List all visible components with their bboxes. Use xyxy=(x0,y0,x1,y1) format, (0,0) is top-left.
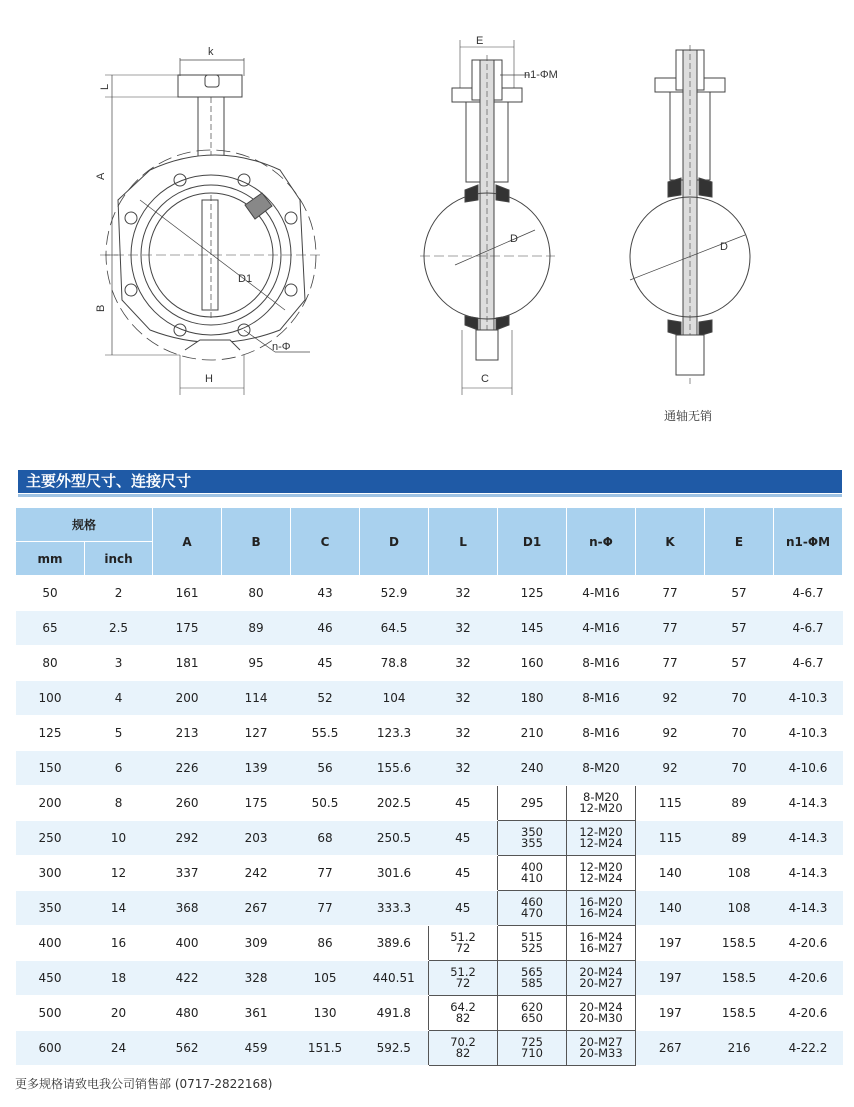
cell-n-phi xyxy=(567,786,636,821)
cell-value: 20-M24 xyxy=(579,965,623,979)
cell-B: 139 xyxy=(222,751,291,786)
cell-value: 350 xyxy=(521,825,543,839)
cell-value: 8-M20 xyxy=(582,761,620,775)
cell-D: 155.6 xyxy=(360,751,429,786)
cell-D1 xyxy=(498,716,567,751)
cell-D1 xyxy=(498,926,567,961)
cell-n-phi xyxy=(567,576,636,611)
header-a: A xyxy=(153,508,222,576)
header-n-phi: n-Φ xyxy=(567,508,636,576)
cell-value: 82 xyxy=(455,1011,471,1025)
cell-inch: 16 xyxy=(85,926,153,961)
cell-E: 216 xyxy=(705,1031,774,1066)
cell-C: 77 xyxy=(291,856,360,891)
footer-note: 更多规格请致电我公司销售部 (0717-2822168) xyxy=(15,1077,273,1091)
label-a: A xyxy=(95,172,107,180)
cell-mm: 350 xyxy=(16,891,85,926)
cell-E: 70 xyxy=(705,716,774,751)
cell-L xyxy=(429,716,498,751)
cell-D: 491.8 xyxy=(360,996,429,1031)
front-view xyxy=(95,46,320,395)
cell-E: 158.5 xyxy=(705,926,774,961)
cell-value: 12-M20 xyxy=(579,801,623,815)
cell-mm: 250 xyxy=(16,821,85,856)
cell-L xyxy=(429,611,498,646)
cell-A: 260 xyxy=(153,786,222,821)
cell-value: 51.2 xyxy=(450,930,476,944)
cell-value: 20-M33 xyxy=(579,1046,623,1060)
caption-through-shaft: 通轴无销 xyxy=(663,409,712,423)
table-row xyxy=(16,646,843,681)
header-e: E xyxy=(705,508,774,576)
cell-value: 32 xyxy=(455,656,471,670)
cell-L xyxy=(429,961,498,996)
cell-n1-phim: 4-6.7 xyxy=(774,646,843,681)
cell-mm: 600 xyxy=(16,1031,85,1066)
cell-n1-phim: 4-10.6 xyxy=(774,751,843,786)
cell-C: 151.5 xyxy=(291,1031,360,1066)
cell-mm: 450 xyxy=(16,961,85,996)
cell-E: 158.5 xyxy=(705,996,774,1031)
cell-value: 45 xyxy=(455,831,471,845)
cell-B: 203 xyxy=(222,821,291,856)
cell-A: 292 xyxy=(153,821,222,856)
cell-E: 158.5 xyxy=(705,961,774,996)
cell-A: 480 xyxy=(153,996,222,1031)
label-e: E xyxy=(476,35,484,47)
cell-mm: 50 xyxy=(16,576,85,611)
cell-E: 108 xyxy=(705,856,774,891)
cell-E: 89 xyxy=(705,821,774,856)
cell-n-phi xyxy=(567,611,636,646)
cell-value: 8-M16 xyxy=(582,726,620,740)
cell-mm: 500 xyxy=(16,996,85,1031)
cell-K: 92 xyxy=(636,681,705,716)
cell-A: 368 xyxy=(153,891,222,926)
cell-n1-phim: 4-6.7 xyxy=(774,611,843,646)
cell-inch: 20 xyxy=(85,996,153,1031)
cell-K: 77 xyxy=(636,611,705,646)
cell-value: 16-M20 xyxy=(579,895,623,909)
cell-value: 4-M16 xyxy=(582,586,620,600)
cell-n-phi xyxy=(567,926,636,961)
cell-C: 130 xyxy=(291,996,360,1031)
header-row-1 xyxy=(16,508,843,542)
cell-E: 89 xyxy=(705,786,774,821)
cell-K: 77 xyxy=(636,646,705,681)
cell-value: 20-M30 xyxy=(579,1011,623,1025)
cell-K: 77 xyxy=(636,576,705,611)
cell-value: 160 xyxy=(520,656,544,670)
cell-inch: 14 xyxy=(85,891,153,926)
cell-value: 32 xyxy=(455,691,471,705)
table-row xyxy=(16,611,843,646)
cell-A: 161 xyxy=(153,576,222,611)
cell-D1 xyxy=(498,646,567,681)
label-n1-phim: n1-ΦM xyxy=(524,69,558,81)
cell-mm: 150 xyxy=(16,751,85,786)
cell-A: 213 xyxy=(153,716,222,751)
cell-B: 309 xyxy=(222,926,291,961)
cell-inch: 4 xyxy=(85,681,153,716)
cell-value: 355 xyxy=(521,836,543,850)
cell-B: 95 xyxy=(222,646,291,681)
cell-C: 52 xyxy=(291,681,360,716)
cell-mm: 80 xyxy=(16,646,85,681)
cell-inch: 2.5 xyxy=(85,611,153,646)
side-view-pinned xyxy=(420,35,558,395)
cell-C: 45 xyxy=(291,646,360,681)
cell-inch: 2 xyxy=(85,576,153,611)
cell-B: 80 xyxy=(222,576,291,611)
cell-n-phi xyxy=(567,716,636,751)
cell-K: 267 xyxy=(636,1031,705,1066)
cell-value: 45 xyxy=(455,901,471,915)
cell-A: 175 xyxy=(153,611,222,646)
cell-E: 70 xyxy=(705,751,774,786)
cell-value: 180 xyxy=(520,691,544,705)
side-view-through-shaft xyxy=(630,45,750,385)
cell-value: 32 xyxy=(455,621,471,635)
cell-value: 725 xyxy=(521,1035,543,1049)
cell-value: 470 xyxy=(521,906,543,920)
cell-D: 250.5 xyxy=(360,821,429,856)
table-row xyxy=(16,1031,843,1066)
cell-C: 86 xyxy=(291,926,360,961)
cell-n-phi xyxy=(567,1031,636,1066)
cell-L xyxy=(429,786,498,821)
valve-drawing-svg xyxy=(0,0,854,440)
cell-mm: 300 xyxy=(16,856,85,891)
cell-E: 108 xyxy=(705,891,774,926)
cell-K: 115 xyxy=(636,821,705,856)
cell-value: 12-M20 xyxy=(579,825,623,839)
cell-mm: 400 xyxy=(16,926,85,961)
specs-table-body xyxy=(16,576,843,1066)
header-c: C xyxy=(291,508,360,576)
cell-K: 140 xyxy=(636,856,705,891)
cell-value: 82 xyxy=(455,1046,471,1060)
cell-n1-phim: 4-10.3 xyxy=(774,681,843,716)
label-n-phi: n-Φ xyxy=(272,341,291,353)
cell-C: 77 xyxy=(291,891,360,926)
header-b: B xyxy=(222,508,291,576)
cell-value: 16-M24 xyxy=(579,906,623,920)
cell-C: 43 xyxy=(291,576,360,611)
cell-B: 361 xyxy=(222,996,291,1031)
cell-value: 72 xyxy=(455,976,471,990)
cell-mm: 200 xyxy=(16,786,85,821)
cell-D: 440.51 xyxy=(360,961,429,996)
cell-D1 xyxy=(498,751,567,786)
cell-C: 46 xyxy=(291,611,360,646)
table-row xyxy=(16,751,843,786)
cell-L xyxy=(429,891,498,926)
label-d-side2: D xyxy=(720,241,728,253)
cell-L xyxy=(429,856,498,891)
table-row xyxy=(16,821,843,856)
cell-C: 55.5 xyxy=(291,716,360,751)
cell-A: 400 xyxy=(153,926,222,961)
cell-L xyxy=(429,926,498,961)
cell-value: 45 xyxy=(455,796,471,810)
cell-value: 4-M16 xyxy=(582,621,620,635)
cell-D1 xyxy=(498,996,567,1031)
cell-n-phi xyxy=(567,996,636,1031)
cell-n-phi xyxy=(567,646,636,681)
cell-mm: 125 xyxy=(16,716,85,751)
cell-value: 210 xyxy=(520,726,544,740)
cell-B: 175 xyxy=(222,786,291,821)
table-row xyxy=(16,681,843,716)
header-group-spec: 规格 xyxy=(16,508,153,542)
cell-B: 114 xyxy=(222,681,291,716)
cell-value: 710 xyxy=(521,1046,543,1060)
cell-value: 650 xyxy=(521,1011,543,1025)
label-b: B xyxy=(95,304,107,312)
cell-D1 xyxy=(498,1031,567,1066)
cell-value: 64.2 xyxy=(450,1000,476,1014)
cell-value: 515 xyxy=(521,930,543,944)
cell-value: 12-M24 xyxy=(579,871,623,885)
cell-D: 301.6 xyxy=(360,856,429,891)
cell-K: 92 xyxy=(636,716,705,751)
cell-value: 145 xyxy=(520,621,544,635)
cell-K: 115 xyxy=(636,786,705,821)
cell-inch: 8 xyxy=(85,786,153,821)
cell-mm: 100 xyxy=(16,681,85,716)
table-row xyxy=(16,856,843,891)
table-row xyxy=(16,961,843,996)
technical-drawings xyxy=(0,0,854,440)
cell-L xyxy=(429,576,498,611)
cell-B: 242 xyxy=(222,856,291,891)
cell-A: 181 xyxy=(153,646,222,681)
cell-D1 xyxy=(498,961,567,996)
label-c: C xyxy=(481,373,489,385)
cell-value: 51.2 xyxy=(450,965,476,979)
cell-D1 xyxy=(498,576,567,611)
cell-K: 92 xyxy=(636,751,705,786)
cell-n-phi xyxy=(567,856,636,891)
cell-value: 72 xyxy=(455,941,471,955)
cell-D1 xyxy=(498,821,567,856)
cell-inch: 3 xyxy=(85,646,153,681)
cell-E: 70 xyxy=(705,681,774,716)
cell-D: 64.5 xyxy=(360,611,429,646)
cell-D: 104 xyxy=(360,681,429,716)
cell-L xyxy=(429,646,498,681)
label-k: k xyxy=(208,46,214,58)
cell-value: 295 xyxy=(520,796,544,810)
cell-C: 56 xyxy=(291,751,360,786)
cell-value: 45 xyxy=(455,866,471,880)
cell-value: 20-M27 xyxy=(579,976,623,990)
table-row xyxy=(16,716,843,751)
cell-value: 400 xyxy=(521,860,543,874)
header-mm: mm xyxy=(16,542,85,576)
table-row xyxy=(16,786,843,821)
cell-n1-phim: 4-20.6 xyxy=(774,996,843,1031)
cell-D1 xyxy=(498,681,567,716)
cell-value: 620 xyxy=(521,1000,543,1014)
header-d1: D1 xyxy=(498,508,567,576)
cell-D1 xyxy=(498,891,567,926)
cell-n-phi xyxy=(567,961,636,996)
cell-C: 105 xyxy=(291,961,360,996)
cell-D1 xyxy=(498,856,567,891)
cell-value: 32 xyxy=(455,586,471,600)
cell-D: 333.3 xyxy=(360,891,429,926)
section-divider xyxy=(18,494,842,497)
cell-n-phi xyxy=(567,681,636,716)
cell-A: 200 xyxy=(153,681,222,716)
cell-inch: 5 xyxy=(85,716,153,751)
cell-K: 197 xyxy=(636,926,705,961)
table-row xyxy=(16,891,843,926)
cell-D1 xyxy=(498,786,567,821)
cell-value: 12-M20 xyxy=(579,860,623,874)
label-l: L xyxy=(99,83,111,90)
cell-n-phi xyxy=(567,821,636,856)
cell-L xyxy=(429,821,498,856)
table-row xyxy=(16,996,843,1031)
header-n1-phim: n1-ΦM xyxy=(774,508,843,576)
header-k: K xyxy=(636,508,705,576)
cell-A: 422 xyxy=(153,961,222,996)
cell-value: 32 xyxy=(455,761,471,775)
cell-value: 125 xyxy=(520,586,544,600)
cell-value: 12-M24 xyxy=(579,836,623,850)
cell-mm: 65 xyxy=(16,611,85,646)
cell-inch: 6 xyxy=(85,751,153,786)
cell-L xyxy=(429,751,498,786)
cell-value: 240 xyxy=(520,761,544,775)
cell-value: 32 xyxy=(455,726,471,740)
cell-value: 585 xyxy=(521,976,543,990)
cell-K: 140 xyxy=(636,891,705,926)
cell-C: 50.5 xyxy=(291,786,360,821)
cell-n1-phim: 4-20.6 xyxy=(774,926,843,961)
section-title: 主要外型尺寸、连接尺寸 xyxy=(18,470,842,493)
cell-n-phi xyxy=(567,891,636,926)
cell-inch: 24 xyxy=(85,1031,153,1066)
cell-n1-phim: 4-14.3 xyxy=(774,786,843,821)
cell-B: 459 xyxy=(222,1031,291,1066)
cell-n1-phim: 4-6.7 xyxy=(774,576,843,611)
cell-value: 410 xyxy=(521,871,543,885)
cell-value: 70.2 xyxy=(450,1035,476,1049)
cell-value: 460 xyxy=(521,895,543,909)
cell-L xyxy=(429,1031,498,1066)
cell-C: 68 xyxy=(291,821,360,856)
table-row xyxy=(16,576,843,611)
cell-n1-phim: 4-14.3 xyxy=(774,821,843,856)
cell-D: 52.9 xyxy=(360,576,429,611)
cell-value: 8-M16 xyxy=(582,691,620,705)
label-d1: D1 xyxy=(238,273,253,285)
cell-E: 57 xyxy=(705,611,774,646)
cell-value: 16-M24 xyxy=(579,930,623,944)
cell-value: 8-M20 xyxy=(583,790,620,804)
cell-n1-phim: 4-10.3 xyxy=(774,716,843,751)
cell-value: 20-M27 xyxy=(579,1035,623,1049)
cell-n1-phim: 4-14.3 xyxy=(774,856,843,891)
cell-K: 197 xyxy=(636,961,705,996)
cell-B: 328 xyxy=(222,961,291,996)
header-inch: inch xyxy=(85,542,153,576)
cell-inch: 12 xyxy=(85,856,153,891)
header-d: D xyxy=(360,508,429,576)
cell-D: 78.8 xyxy=(360,646,429,681)
cell-D: 389.6 xyxy=(360,926,429,961)
cell-D: 592.5 xyxy=(360,1031,429,1066)
cell-E: 57 xyxy=(705,576,774,611)
label-d-side1: D xyxy=(510,233,518,245)
cell-value: 16-M27 xyxy=(579,941,623,955)
cell-D: 123.3 xyxy=(360,716,429,751)
cell-B: 127 xyxy=(222,716,291,751)
cell-D: 202.5 xyxy=(360,786,429,821)
cell-value: 20-M24 xyxy=(579,1000,623,1014)
cell-K: 197 xyxy=(636,996,705,1031)
cell-D1 xyxy=(498,611,567,646)
table-row xyxy=(16,926,843,961)
cell-A: 337 xyxy=(153,856,222,891)
cell-value: 565 xyxy=(521,965,543,979)
cell-value: 525 xyxy=(521,941,543,955)
cell-B: 267 xyxy=(222,891,291,926)
cell-inch: 18 xyxy=(85,961,153,996)
cell-L xyxy=(429,681,498,716)
cell-n1-phim: 4-20.6 xyxy=(774,961,843,996)
cell-n-phi xyxy=(567,751,636,786)
header-l: L xyxy=(429,508,498,576)
cell-A: 562 xyxy=(153,1031,222,1066)
cell-n1-phim: 4-22.2 xyxy=(774,1031,843,1066)
cell-value: 8-M16 xyxy=(582,656,620,670)
cell-E: 57 xyxy=(705,646,774,681)
specs-table xyxy=(15,507,843,1066)
label-h: H xyxy=(205,373,213,385)
cell-inch: 10 xyxy=(85,821,153,856)
cell-L xyxy=(429,996,498,1031)
cell-A: 226 xyxy=(153,751,222,786)
cell-B: 89 xyxy=(222,611,291,646)
cell-n1-phim: 4-14.3 xyxy=(774,891,843,926)
